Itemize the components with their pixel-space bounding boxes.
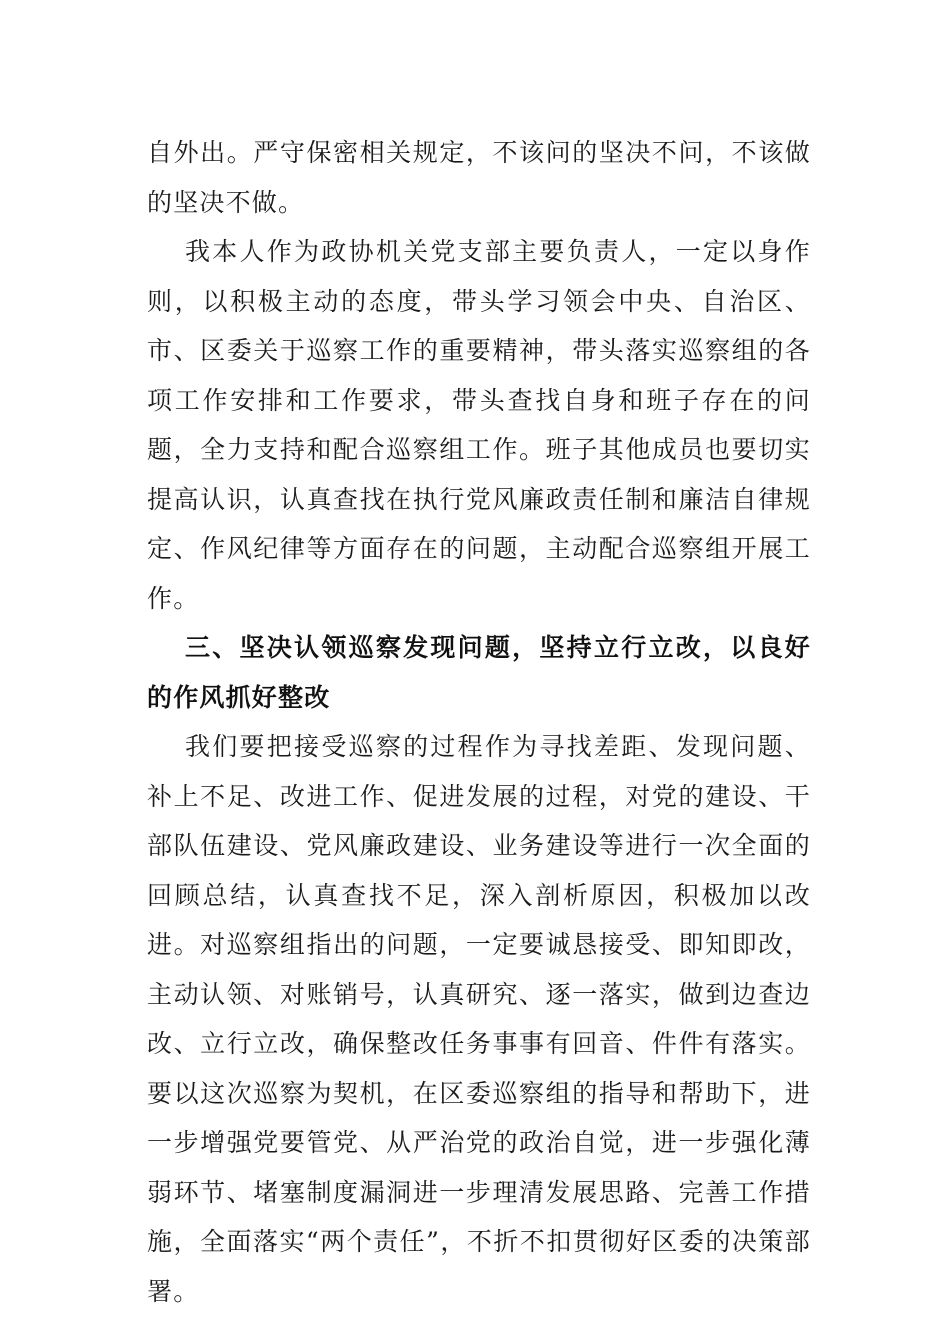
document-body — [147, 128, 811, 1316]
paragraph-continuation: 自外出。严守保密相关规定，不该问的坚决不问，不该做的坚决不做。 — [147, 138, 811, 217]
paragraph-rectification: 我们要把接受巡察的过程作为寻找差距、发现问题、补上不足、改进工作、促进发展的过程，对党的建设、干部队伍建设、党风廉政建设、业务建设等进行一次全面的回顾总结，认真查找不足，深入剖析原因，积极加以改进。对巡察组指出的问题，一定要诚恳接受、即知即改，主动认领、对账销号，认真研究、逐一落实，做到边查边改、立行立改，确保整改任务事事有回音、件件有落实。要以这次巡察为契机，在区委巡察组的指导和帮助下，进一步增强党要管党、从严治党的政治自觉，进一步强化薄弱环节、堵塞制度漏洞进一步理清发展思路、完善工作措施，全面落实“两个责任”，不折不扣贯彻好区委的决策部署。 — [147, 732, 811, 1306]
section-heading-three: 三、坚决认领巡察发现问题，坚持立行立改，以良好的作风抓好整改 — [147, 633, 811, 712]
paragraph-leadership-commitment: 我本人作为政协机关党支部主要负责人，一定以身作则，以积极主动的态度，带头学习领会中央、自治区、市、区委关于巡察工作的重要精神，带头落实巡察组的各项工作安排和工作要求，带头查找自身和班子存在的问题，全力支持和配合巡察组工作。班子其他成员也要切实提高认识，认真查找在执行党风廉政责任制和廉洁自律规定、作风纪律等方面存在的问题，主动配合巡察组开展工作。 — [147, 237, 811, 613]
